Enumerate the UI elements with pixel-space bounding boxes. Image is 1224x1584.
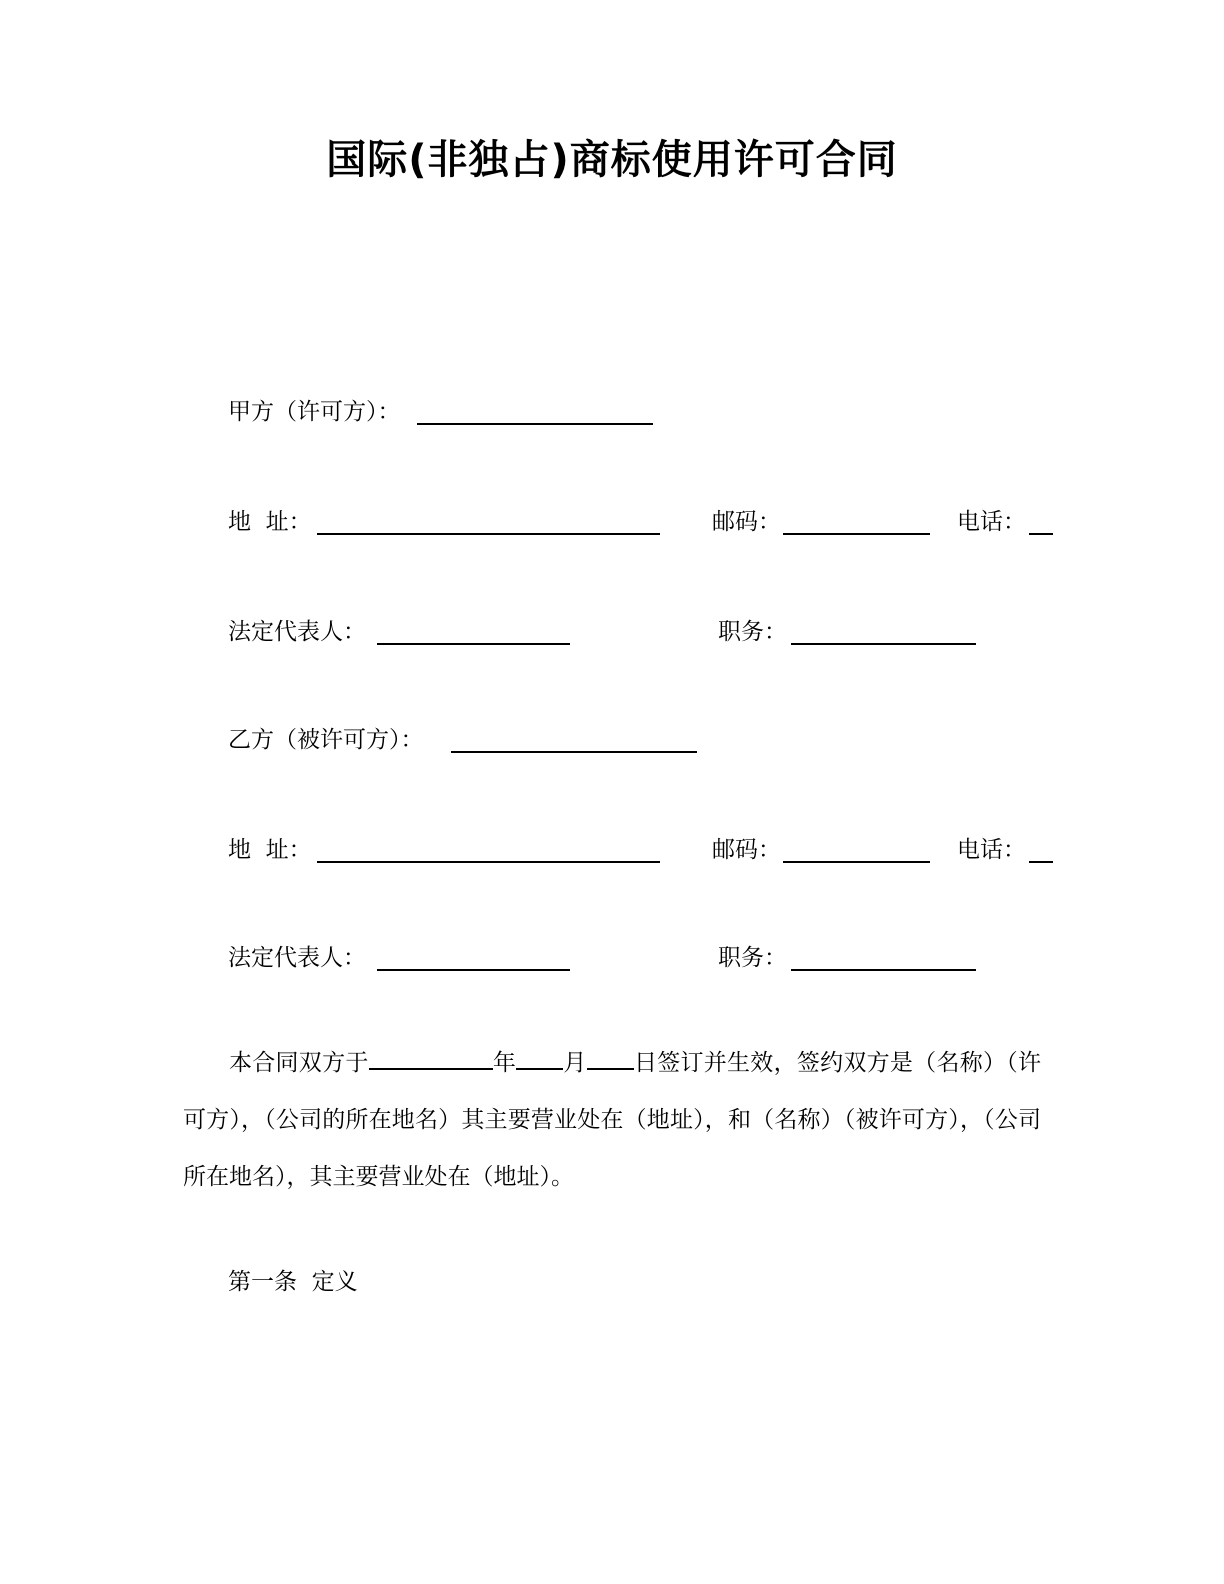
party-b-position-label: 职务： xyxy=(718,945,787,971)
party-b-address-label: 地 址： xyxy=(228,837,312,863)
party-a-address-row xyxy=(0,506,1224,538)
party-a-legal-rep-blank-line xyxy=(377,616,570,645)
party-b-name-row xyxy=(0,724,1224,756)
party-b-phone-blank-line xyxy=(1029,834,1053,863)
party-a-postcode-label: 邮码： xyxy=(712,509,781,535)
intro-text-after-day: 日签订并生效，签约双方是（名称）（许可方），（公司的所在地名）其主要营业处在（地址），和（名称）（被许可方），（公司所在地名），其主要营业处在（地址）。 xyxy=(183,1050,1042,1190)
party-a-address-blank-line xyxy=(317,506,660,535)
party-a-postcode-blank-line xyxy=(783,506,930,535)
year-label: 年 xyxy=(492,1050,517,1076)
month-blank-line xyxy=(516,1047,563,1070)
party-a-name-blank-line xyxy=(417,396,653,425)
party-b-postcode-blank-line xyxy=(783,834,930,863)
party-a-phone-blank-line xyxy=(1029,506,1053,535)
party-b-legal-rep-label: 法定代表人： xyxy=(228,945,366,971)
party-b-address-row xyxy=(0,834,1224,866)
party-b-address-blank-line xyxy=(317,834,660,863)
party-b-legal-rep-row xyxy=(0,942,1224,974)
party-b-name-label: 乙方（被许可方）： xyxy=(228,727,424,753)
year-blank-line xyxy=(369,1047,493,1070)
party-a-name-label: 甲方（许可方）： xyxy=(228,399,401,425)
party-b-legal-rep-blank-line xyxy=(377,942,570,971)
party-a-address-label: 地 址： xyxy=(228,509,312,535)
month-label: 月 xyxy=(563,1050,587,1076)
intro-text-before-year: 本合同双方于 xyxy=(229,1050,369,1076)
party-a-phone-label: 电话： xyxy=(957,509,1026,535)
section-1-heading: 第一条 定义 xyxy=(228,1269,358,1295)
party-b-phone-label: 电话： xyxy=(957,837,1026,863)
party-a-name-row xyxy=(0,396,1224,428)
day-blank-line xyxy=(587,1047,634,1070)
intro-paragraph xyxy=(183,1035,1041,1206)
party-a-position-blank-line xyxy=(791,616,976,645)
party-b-position-blank-line xyxy=(791,942,976,971)
party-b-postcode-label: 邮码： xyxy=(712,837,781,863)
party-a-position-label: 职务： xyxy=(718,619,787,645)
party-b-name-blank-line xyxy=(451,724,697,753)
contract-title: 国际(非独占)商标使用许可合同 xyxy=(326,137,898,183)
party-a-legal-rep-row xyxy=(0,616,1224,648)
party-a-legal-rep-label: 法定代表人： xyxy=(228,619,366,645)
